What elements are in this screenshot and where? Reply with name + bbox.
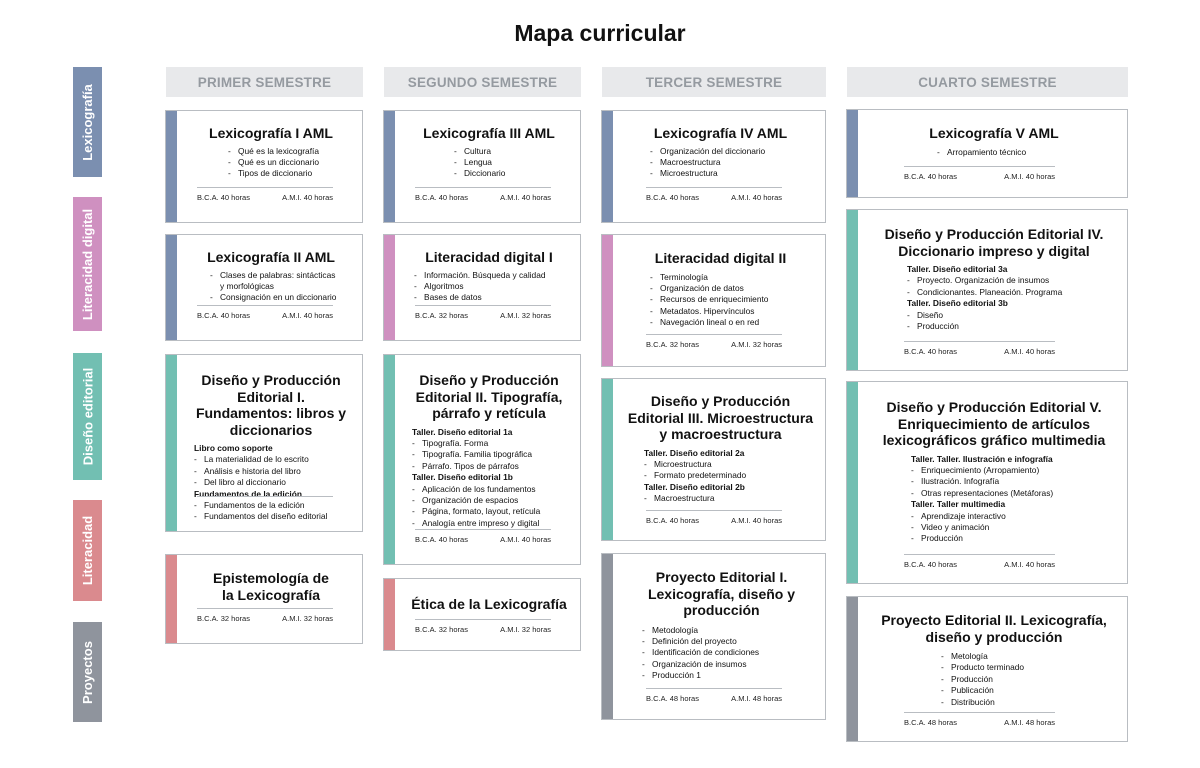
topic-item: - Tipografía. Familia tipográfica [412,449,570,460]
topic-list [907,275,1117,298]
bca-hours: B.C.A. 40 horas [904,172,957,181]
hours-footer [415,187,551,205]
topic-list [941,651,1117,708]
hours-footer [646,187,782,205]
bca-hours: B.C.A. 48 horas [646,694,699,703]
topic-item: - La materialidad de lo escrito [194,454,352,465]
page-title: Mapa curricular [514,20,686,46]
topic-item: - Del libro al diccionario [194,477,352,488]
topic-item: - Definición del proyecto [642,636,797,647]
category-bar [602,111,613,222]
topic-item: - Clases de palabras: sintácticas y morfológicas [210,270,340,293]
bca-hours: B.C.A. 40 horas [197,193,250,202]
course-title: Lexicografía V AML [929,125,1059,141]
hours-footer [415,529,551,547]
ami-hours: A.M.I. 40 horas [282,311,333,320]
ami-hours: A.M.I. 32 horas [731,340,782,349]
topic-item: - Párrafo. Tipos de párrafos [412,461,570,472]
ami-hours: A.M.I. 48 horas [731,694,782,703]
topic-list [937,147,1117,158]
course-card-literacidad-digital-2 [601,234,826,367]
course-title: Proyecto Editorial II. Lexicografía, diseño y producción [881,612,1107,645]
hours-footer [646,510,782,528]
category-proyectos [73,622,102,722]
course-title: Literacidad digital II [654,250,787,266]
topic-list [911,511,1117,545]
category-bar [166,235,177,340]
course-title: Literacidad digital I [425,249,553,265]
category-bar [384,579,395,650]
course-title: Diseño y Producción Editorial V. Enriquecimiento de artículos lexicográficos gráfico multimedia [882,399,1106,448]
course-card-diseno-editorial-1 [165,354,363,532]
topic-item: - Diccionario [454,168,570,179]
topic-item: - Aplicación de los fundamentos [412,484,570,495]
topic-item: - Qué es un diccionario [228,157,352,168]
topic-item: - Arropamiento técnico [937,147,1117,158]
course-title: Lexicografía II AML [207,249,335,265]
topic-item: - Video y animación [911,522,1117,533]
topic-item: - Macroestructura [644,493,815,504]
category-bar [384,355,395,564]
course-title: Ética de la Lexicografía [411,596,567,612]
course-title: Lexicografía III AML [423,125,555,141]
ami-hours: A.M.I. 40 horas [500,535,551,544]
category-bar [847,210,858,370]
group-heading: Taller. Taller. Ilustración e infografía [911,453,1053,464]
category-bar [166,111,177,222]
topic-item: - Bases de datos [414,292,570,303]
topic-list [412,484,570,530]
topic-item: - Diseño [907,310,1117,321]
topic-item: - Fundamentos del diseño editorial [194,511,352,522]
group-heading: Libro como soporte [194,443,273,453]
ami-hours: A.M.I. 40 horas [731,193,782,202]
topic-item: - Analogía entre impreso y digital [412,518,570,529]
ami-hours: A.M.I. 40 horas [731,516,782,525]
category-literacidad [73,500,102,601]
course-title: Diseño y Producción Editorial IV. Diccionario impreso y digital [884,226,1104,259]
hours-footer [197,305,333,323]
ami-hours: A.M.I. 40 horas [1004,172,1055,181]
course-card-diseno-editorial-2 [383,354,581,565]
topic-item: - Microestructura [644,459,815,470]
course-card-lexicografia-3 [383,110,581,223]
semester-header-3: TERCER SEMESTRE [602,67,826,97]
topic-item: - Qué es la lexicografía [228,146,352,157]
category-bar [166,355,177,531]
bca-hours: B.C.A. 40 horas [904,347,957,356]
category-bar [602,554,613,719]
topic-item: - Tipos de diccionario [228,168,352,179]
group-heading: Taller. Diseño editorial 1b [412,472,513,483]
course-card-epistemologia [165,554,363,644]
hours-footer [197,496,333,514]
topic-item: - Tipografía. Forma [412,438,570,449]
topic-item: - Metodología [642,625,797,636]
group-heading: Taller. Taller multimedia [911,499,1006,510]
course-title: Lexicografía I AML [209,125,333,141]
category-label: Lexicografía [80,83,95,161]
ami-hours: A.M.I. 40 horas [1004,560,1055,569]
ami-hours: A.M.I. 40 horas [500,193,551,202]
topic-item: - Distribución [941,697,1117,708]
topic-item: - Lengua [454,157,570,168]
bca-hours: B.C.A. 32 horas [415,311,468,320]
course-card-proyecto-editorial-1 [601,553,826,720]
topic-list [194,454,352,488]
bca-hours: B.C.A. 32 horas [197,614,250,623]
topic-item: - Página, formato, layout, retícula [412,506,570,517]
category-label: Literacidad digital [80,208,95,320]
course-card-diseno-editorial-5 [846,381,1128,584]
topic-item: - Producto terminado [941,662,1117,673]
topic-list [210,270,352,304]
bca-hours: B.C.A. 40 horas [646,193,699,202]
group-heading: Taller. Diseño editorial 2a [644,447,745,458]
course-title: Diseño y Producción Editorial III. Microestructura y macroestructura [627,393,814,442]
hours-footer [415,305,551,323]
hours-footer [904,341,1055,359]
course-card-diseno-editorial-3 [601,378,826,541]
category-diseno-editorial [73,353,102,480]
category-label: Diseño editorial [80,367,95,466]
topic-item: - Otras representaciones (Metáforas) [911,488,1117,499]
category-bar [602,379,613,540]
topic-item: - Organización de datos [650,283,815,294]
topic-item: - Ilustración. Infografía [911,476,1117,487]
topic-item: - Cultura [454,146,570,157]
topic-item: - Terminología [650,272,815,283]
ami-hours: A.M.I. 48 horas [1004,718,1055,727]
bca-hours: B.C.A. 40 horas [904,560,957,569]
topic-list [907,310,1117,333]
bca-hours: B.C.A. 48 horas [904,718,957,727]
group-heading: Taller. Diseño editorial 3a [907,264,1008,274]
ami-hours: A.M.I. 40 horas [282,193,333,202]
topic-item: - Organización del diccionario [650,146,815,157]
hours-footer [646,688,782,706]
category-bar [166,555,177,643]
topic-list [228,146,352,180]
group-heading: Taller. Diseño editorial 3b [907,298,1008,309]
topic-list [642,625,797,682]
topic-item: - Condicionantes. Planeación. Programa [907,287,1117,298]
topic-item: - Navegación lineal o en red [650,317,815,328]
ami-hours: A.M.I. 32 horas [500,311,551,320]
topic-item: - Metadatos. Hipervínculos [650,306,815,317]
hours-footer [904,554,1055,572]
hours-footer [904,166,1055,184]
hours-footer [415,619,551,637]
topic-item: - Producción [911,533,1117,544]
category-bar [847,382,858,583]
category-bar [384,111,395,222]
topic-list [644,493,815,504]
semester-header-1: PRIMER SEMESTRE [166,67,363,97]
topic-list [911,465,1117,499]
topic-item: - Aprendizaje interactivo [911,511,1117,522]
course-card-lexicografia-2 [165,234,363,341]
category-lexicografia [73,67,102,177]
ami-hours: A.M.I. 40 horas [1004,347,1055,356]
topic-item: - Macroestructura [650,157,815,168]
topic-item: - Enriquecimiento (Arropamiento) [911,465,1117,476]
topic-item: - Recursos de enriquecimiento [650,294,815,305]
topic-list [454,146,570,180]
category-label: Proyectos [80,640,95,704]
topic-item: - Publicación [941,685,1117,696]
category-bar [847,110,858,197]
topic-item: - Identificación de condiciones [642,647,797,658]
bca-hours: B.C.A. 32 horas [646,340,699,349]
group-heading: Taller. Diseño editorial 2b [644,481,745,492]
topic-item: - Producción [941,674,1117,685]
category-bar [384,235,395,340]
topic-item: - Formato predeterminado [644,470,815,481]
topic-item: - Fundamentos de la edición [194,500,352,511]
group-heading: Fundamentos de la edición [194,488,302,499]
topic-list [414,270,570,304]
hours-footer [904,712,1055,730]
group-heading: Taller. Diseño editorial 1a [412,426,513,437]
bca-hours: B.C.A. 32 horas [415,625,468,634]
topic-list [412,438,570,472]
course-title: Lexicografía IV AML [653,125,788,141]
topic-list [644,459,815,482]
category-label: Literacidad [80,515,96,586]
topic-item: - Producción 1 [642,670,797,681]
topic-item: - Metología [941,651,1117,662]
course-card-proyecto-editorial-2 [846,596,1128,742]
course-card-etica [383,578,581,651]
course-title: Diseño y Producción Editorial II. Tipografía, párrafo y retícula [415,372,563,421]
ami-hours: A.M.I. 32 horas [500,625,551,634]
course-card-lexicografia-1 [165,110,363,223]
topic-item: - Organización de insumos [642,659,797,670]
semester-header-2: SEGUNDO SEMESTRE [384,67,581,97]
topic-list [650,272,815,329]
bca-hours: B.C.A. 40 horas [415,535,468,544]
topic-item: - Producción [907,321,1117,332]
hours-footer [197,187,333,205]
course-title: Diseño y Producción Editorial I. Fundamentos: libros y diccionarios [195,372,347,438]
topic-item: - Información. Búsqueda y calidad [414,270,570,281]
ami-hours: A.M.I. 32 horas [282,614,333,623]
topic-item: - Algoritmos [414,281,570,292]
bca-hours: B.C.A. 40 horas [646,516,699,525]
course-card-lexicografia-5 [846,109,1128,198]
category-literacidad-digital [73,197,102,331]
semester-header-4: CUARTO SEMESTRE [847,67,1128,97]
topic-list [650,146,815,180]
course-card-literacidad-digital-1 [383,234,581,341]
topic-item: - Organización de espacios [412,495,570,506]
course-title: Epistemología de la Lexicografía [213,570,329,603]
course-card-diseno-editorial-4 [846,209,1128,371]
hours-footer [646,334,782,352]
category-bar [602,235,613,366]
hours-footer [197,608,333,626]
bca-hours: B.C.A. 40 horas [197,311,250,320]
topic-item: - Consignación en un diccionario [210,292,352,303]
topic-item: - Microestructura [650,168,815,179]
bca-hours: B.C.A. 40 horas [415,193,468,202]
category-bar [847,597,858,741]
topic-item: - Análisis e historia del libro [194,466,352,477]
course-title: Proyecto Editorial I. Lexicografía, diseño y producción [647,569,796,618]
topic-item: - Proyecto. Organización de insumos [907,275,1117,286]
course-card-lexicografia-4 [601,110,826,223]
